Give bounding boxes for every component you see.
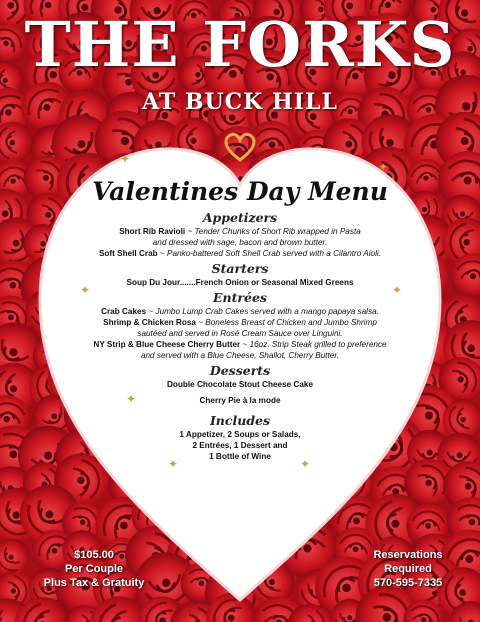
section-heading-appetizers: Appetizers (202, 210, 278, 225)
section-heading-desserts: Desserts (209, 363, 271, 378)
menu-item-cheese-cake (88, 379, 392, 390)
item-description: Jumbo Lump Crab Cakes served with a mango papaya salsa. (155, 307, 379, 316)
restaurant-subtitle: AT BUCK HILL (142, 89, 338, 115)
item-name: Short Rib Ravioli (119, 227, 186, 236)
menu-item-shrimp-chicken-rosa: Shrimp & Chicken Rosa ~ Boneless Breast of Chicken and Jumbo Shrimp (103, 318, 377, 327)
item-name: Soup Du Jour.......French Onion or Seasonal Mixed Greens (126, 278, 354, 287)
menu-title: Valentines Day Menu (92, 177, 388, 206)
sparkle-icon: ✦ (80, 283, 91, 297)
restaurant-title: THE FORKS (24, 8, 456, 81)
section-heading-includes: Includes (209, 413, 271, 428)
item-name: Crab Cakes (101, 307, 147, 316)
item-name: NY Strip & Blue Cheese Cherry Butter (93, 340, 241, 349)
item-description: Boneless Breast of Chicken and Jumbo Shrimp (205, 318, 377, 327)
item-description: Tender Chunks of Short Rib wrapped in Pasta (194, 227, 361, 236)
price: $105.00 (74, 549, 114, 561)
item-name: Cherry Pie à la mode (199, 396, 281, 405)
menu-item-short-rib-ravioli: Short Rib Ravioli ~ Tender Chunks of Short Rib wrapped in Pasta (119, 227, 361, 236)
item-description: sautéed and served in Rosé Cream Sauce over Linguini. (137, 329, 343, 338)
phone-number: 570-595-7335 (373, 577, 443, 589)
price-tax: Plus Tax & Gratuity (43, 577, 145, 589)
menu-item-soft-shell-crab: Soft Shell Crab ~ Panko-battered Soft Shell Crab served with a Cilantro Aioli. (98, 249, 382, 258)
menu-content (88, 176, 392, 462)
menu-item-crab-cakes: Crab Cakes ~ Jumbo Lump Crab Cakes served with a mango papaya salsa. (101, 307, 379, 316)
sparkle-icon: ✦ (300, 457, 311, 471)
sparkle-icon: ✦ (168, 457, 179, 471)
reservations-block (348, 548, 468, 590)
menu-item-cherry-pie (88, 395, 392, 406)
includes-line: 1 Bottle of Wine (209, 452, 271, 461)
sparkle-icon: ✦ (120, 152, 131, 166)
menu-item-soup (88, 277, 392, 288)
menu-item-description-line (88, 237, 392, 248)
includes-line: 1 Appetizer, 2 Soups or Salads, (179, 430, 301, 439)
sparkle-icon: ✦ (378, 160, 389, 174)
item-name: Shrimp & Chicken Rosa (103, 318, 196, 327)
price-block (24, 548, 164, 590)
item-description: and served with a Blue Cheese, Shallot, Cherry Butter. (140, 351, 340, 360)
menu-item-ny-strip: NY Strip & Blue Cheese Cherry Butter ~ 16oz. Strip Steak grilled to preference (93, 340, 387, 349)
reservations-required: Required (384, 563, 432, 575)
item-description: and dressed with sage, bacon and brown butter. (152, 238, 328, 247)
menu-item-description-line (88, 350, 392, 361)
sparkle-icon: ✦ (392, 283, 403, 297)
menu-item-description-line (88, 328, 392, 339)
price-per: Per Couple (64, 563, 124, 575)
section-heading-starters: Starters (211, 261, 269, 276)
item-description: Panko-battered Soft Shell Crab served with a Cilantro Aioli. (166, 249, 382, 258)
item-description: 16oz. Strip Steak grilled to preference (249, 340, 387, 349)
item-name: Soft Shell Crab (98, 249, 158, 258)
reservations-label: Reservations (373, 549, 443, 561)
item-name: Double Chocolate Stout Cheese Cake (166, 380, 314, 389)
sparkle-icon: ✦ (126, 392, 137, 406)
section-heading-entrees: Entrées (213, 290, 267, 305)
includes-line: 2 Entrées, 1 Dessert and (192, 441, 288, 450)
